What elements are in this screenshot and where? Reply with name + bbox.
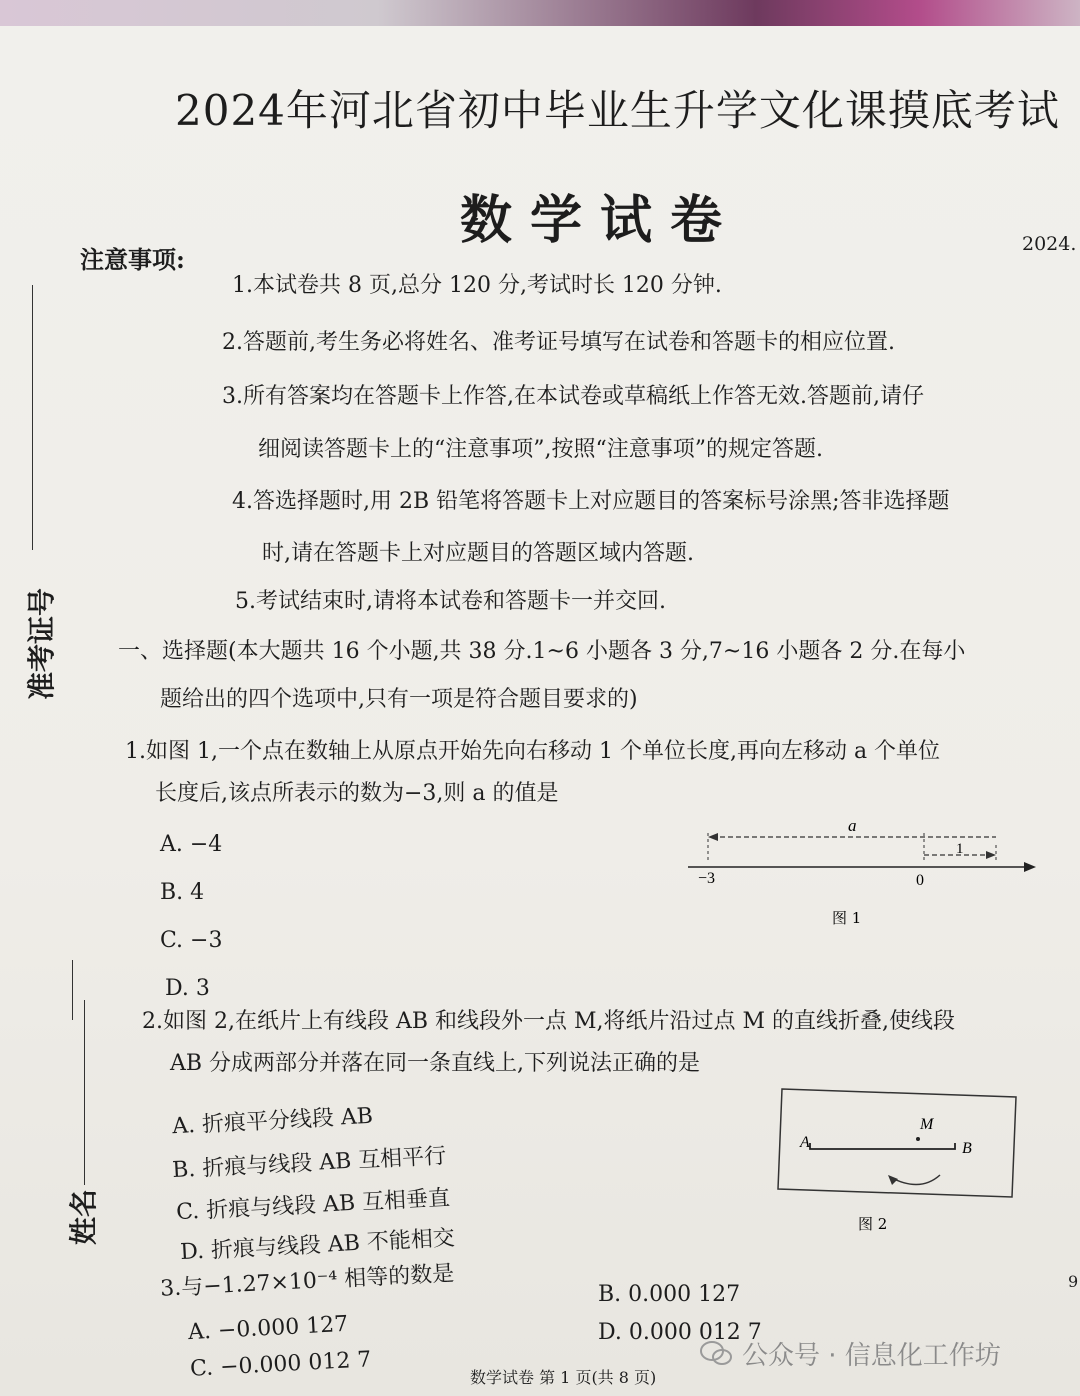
q2-option-b: B. 折痕与线段 AB 互相平行 [171,1143,447,1184]
q2-paper-fold-figure [770,1085,1030,1245]
q1-option-c: C. −3 [160,928,223,953]
page-footer: 数学试卷 第 1 页(共 8 页) [470,1368,657,1387]
fold-arrow-head [888,1175,898,1185]
point-m [916,1137,920,1141]
notice-item-2: 2.答题前,考生务必将姓名、准考证号填写在试卷和答题卡的相应位置. [222,330,895,355]
section1-heading: 一、选择题(本大题共 16 个小题,共 38 分.1~6 小题各 3 分,7~16 小题各 2 分.在每小 [118,639,966,664]
notice-item-4-cont: 时,请在答题卡上对应题目的答题区域内答题. [262,541,694,566]
q3-option-c: C. −0.000 012 7 [189,1347,372,1382]
figure2-caption: 图 2 [858,1215,888,1233]
arrow-a-head [708,833,718,841]
corner-year: 2024. [1022,233,1077,255]
label-a: a [848,816,857,835]
axis-arrow [1024,862,1036,872]
notice-label: 注意事项: [80,245,185,274]
q2-option-c: C. 折痕与线段 AB 互相垂直 [175,1185,451,1226]
notice-item-1: 1.本试卷共 8 页,总分 120 分,考试时长 120 分钟. [232,273,722,298]
wechat-icon [700,1340,732,1366]
ticket-number-label: 准考证号 [25,587,58,700]
q1-option-b: B. 4 [160,880,205,905]
tick-0: 0 [916,872,924,889]
q1-option-a: A. −4 [160,832,223,857]
watermark-text: 公众号 · 信息化工作坊 [742,1341,1001,1371]
q1-stem-cont: 长度后,该点所表示的数为−3,则 a 的值是 [155,781,559,806]
fold-arrow [890,1175,940,1185]
figure1-caption: 图 1 [832,909,862,927]
notice-item-3: 3.所有答案均在答题卡上作答,在本试卷或草稿纸上作答无效.答题前,请仔 [222,384,924,409]
q2-stem-cont: AB 分成两部分并落在同一条直线上,下列说法正确的是 [170,1051,701,1076]
q1-number-line-figure [680,815,1050,935]
segment-ab [810,1143,955,1149]
exam-title: 2024年河北省初中毕业生升学文化课摸底考试 [175,86,1060,135]
ticket-number-line [32,285,33,550]
exam-subtitle: 数学试卷 [460,190,741,251]
q1-option-d: D. 3 [165,976,210,1001]
notice-item-3-cont: 细阅读答题卡上的“注意事项”,按照“注意事项”的规定答题. [258,437,823,462]
tick-neg3: −3 [698,870,716,887]
q3-option-a: A. −0.000 127 [187,1311,349,1346]
notice-item-5: 5.考试结束时,请将本试卷和答题卡一并交回. [235,589,666,614]
q3-stem: 3.与−1.27×10⁻⁴ 相等的数是 [159,1261,455,1302]
name-line [84,1000,85,1185]
label-B: B [962,1140,972,1157]
arrow-1-head [986,851,996,859]
q2-option-a: A. 折痕平分线段 AB [171,1103,374,1140]
q2-option-d: D. 折痕与线段 AB 不能相交 [179,1225,456,1266]
name-line-top [72,960,73,1020]
page-edge-mark: 9 [1068,1272,1079,1291]
q2-stem: 2.如图 2,在纸片上有线段 AB 和线段外一点 M,将纸片沿过点 M 的直线折叠,使线段 [142,1009,956,1034]
notice-item-4: 4.答选择题时,用 2B 铅笔将答题卡上对应题目的答案标号涂黑;答非选择题 [232,489,950,514]
q3-option-d: D. 0.000 012 7 [598,1320,762,1345]
name-label: 姓名 [67,1188,100,1245]
q1-stem: 1.如图 1,一个点在数轴上从原点开始先向右移动 1 个单位长度,再向左移动 a 个单位 [125,739,941,764]
label-A: A [800,1134,810,1151]
section1-heading-cont: 题给出的四个选项中,只有一项是符合题目要求的) [160,687,638,712]
label-M: M [920,1116,934,1133]
label-1: 1 [956,841,964,857]
q3-option-b: B. 0.000 127 [598,1282,741,1307]
